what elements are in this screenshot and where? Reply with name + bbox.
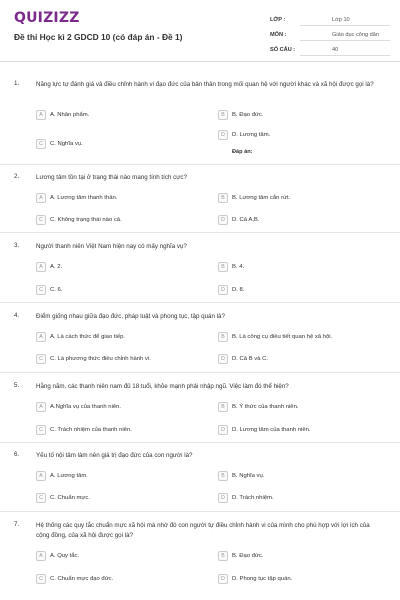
option-b[interactable] bbox=[218, 193, 290, 203]
option-letter-box: A bbox=[36, 262, 46, 272]
option-letter-box: B bbox=[218, 471, 228, 481]
option-c[interactable] bbox=[36, 215, 122, 225]
option-text: A. Là cách thức để giao tiếp. bbox=[50, 334, 126, 340]
meta-key: MÔN : bbox=[270, 31, 287, 38]
option-letter-box: D bbox=[218, 285, 228, 295]
question-number: 3. bbox=[14, 242, 20, 249]
option-text: B. Lương tâm cắn rứt. bbox=[232, 195, 291, 201]
divider bbox=[0, 164, 400, 165]
question-text: Hằng năm, các thanh niên nam đủ 18 tuổi, khỏe mạnh phải nhập ngũ. Việc làm đó thể hiện? bbox=[36, 383, 289, 390]
option-letter-box: A bbox=[36, 332, 46, 342]
option-letter-box: A bbox=[36, 551, 46, 561]
question-text: Năng lực tự đánh giá và điều chỉnh hành vi đạo đức của bản thân trong mối quan hệ với người khác và xã hội được gọi là? bbox=[36, 81, 374, 88]
question-text: Người thanh niên Việt Nam hiện nay có mấy nghĩa vụ? bbox=[36, 243, 187, 250]
option-text: D. Cả B và C. bbox=[232, 356, 269, 362]
option-d[interactable] bbox=[218, 574, 292, 584]
option-text: B. Nghĩa vụ. bbox=[232, 473, 265, 479]
question-number: 4. bbox=[14, 312, 20, 319]
option-letter-box: B bbox=[218, 262, 228, 272]
option-text: A. Lương tâm thanh thản. bbox=[50, 195, 118, 201]
question-number: 1. bbox=[14, 80, 20, 87]
option-text: A. Lương tâm. bbox=[50, 473, 88, 479]
option-text: C. Nghĩa vụ. bbox=[50, 141, 83, 147]
option-text: A. Quy tắc. bbox=[50, 553, 80, 559]
meta-key: LỚP : bbox=[270, 16, 286, 23]
meta-value: Giáo dục công dân bbox=[300, 29, 390, 41]
option-letter-box: C bbox=[36, 354, 46, 364]
option-text: A.Nghĩa vụ của thanh niên. bbox=[50, 404, 122, 410]
option-c[interactable] bbox=[36, 425, 132, 435]
option-a[interactable] bbox=[36, 262, 62, 272]
meta-key: SỐ CÂU : bbox=[270, 46, 296, 53]
option-letter-box: D bbox=[218, 425, 228, 435]
option-text: B. Là công cụ điều tiết quan hệ xã hội. bbox=[232, 334, 333, 340]
option-text: C. 6. bbox=[50, 287, 63, 293]
meta-info bbox=[270, 12, 390, 57]
answer-label: Đáp án: bbox=[232, 149, 253, 155]
option-b[interactable] bbox=[218, 110, 263, 120]
option-c[interactable] bbox=[36, 354, 151, 364]
option-b[interactable] bbox=[218, 471, 264, 481]
option-text: C. Là phương thức điều chỉnh hành vi. bbox=[50, 356, 151, 362]
option-letter-box: D bbox=[218, 354, 228, 364]
option-a[interactable] bbox=[36, 402, 121, 412]
option-letter-box: B bbox=[218, 110, 228, 120]
option-text: C. Chuẩn mực. bbox=[50, 495, 90, 501]
option-b[interactable] bbox=[218, 551, 263, 561]
option-letter-box: A bbox=[36, 110, 46, 120]
option-d[interactable] bbox=[218, 425, 311, 435]
option-letter-box: A bbox=[36, 193, 46, 203]
question-number: 2. bbox=[14, 173, 20, 180]
option-a[interactable] bbox=[36, 193, 117, 203]
option-text: C. Trách nhiệm của thanh niên. bbox=[50, 427, 132, 433]
option-c[interactable] bbox=[36, 493, 90, 503]
option-text: D. Trách nhiệm. bbox=[232, 495, 274, 501]
option-text: D. Cả A,B. bbox=[232, 217, 260, 223]
option-text: B. Đạo đức. bbox=[232, 112, 264, 118]
question-text: Hệ thống các quy tắc chuẩn mực xã hội mà nhờ đó con người tự điều chỉnh hành vi của mình cho phù hợp với lợi ích của cộng đồng, của xã hội được gọi là? bbox=[36, 522, 370, 539]
option-letter-box: C bbox=[36, 425, 46, 435]
option-letter-box: B bbox=[218, 551, 228, 561]
option-text: B. 4. bbox=[232, 264, 245, 270]
option-letter-box: C bbox=[36, 215, 46, 225]
option-letter-box: C bbox=[36, 139, 46, 149]
option-c[interactable] bbox=[36, 574, 113, 584]
option-d[interactable] bbox=[218, 493, 274, 503]
option-a[interactable] bbox=[36, 471, 88, 481]
meta-row-subject bbox=[270, 27, 390, 42]
option-text: C. Không trạng thái nào cả. bbox=[50, 217, 122, 223]
option-b[interactable] bbox=[218, 262, 244, 272]
option-c[interactable] bbox=[36, 285, 62, 295]
option-letter-box: B bbox=[218, 332, 228, 342]
question-text: Điểm giống nhau giữa đạo đức, pháp luật và phong tục, tập quán là? bbox=[36, 313, 225, 320]
option-letter-box: C bbox=[36, 574, 46, 584]
meta-row-count bbox=[270, 42, 390, 57]
option-a[interactable] bbox=[36, 332, 125, 342]
option-a[interactable] bbox=[36, 110, 89, 120]
option-letter-box: A bbox=[36, 471, 46, 481]
option-b[interactable] bbox=[218, 402, 299, 412]
option-letter-box: A bbox=[36, 402, 46, 412]
option-letter-box: D bbox=[218, 215, 228, 225]
page-title: Đề thi Học kì 2 GDCD 10 (có đáp án - Đề 1) bbox=[14, 32, 183, 42]
meta-value: Lớp 10 bbox=[300, 14, 390, 26]
option-letter-box: D bbox=[218, 493, 228, 503]
option-text: B. Đạo đức. bbox=[232, 553, 264, 559]
quizizz-logo: QUIZIZZ bbox=[14, 10, 80, 26]
option-text: A. Nhân phẩm. bbox=[50, 112, 90, 118]
document-header bbox=[0, 0, 400, 62]
divider bbox=[0, 372, 400, 373]
option-letter-box: B bbox=[218, 402, 228, 412]
option-text: B. Ý thức của thanh niên. bbox=[232, 404, 299, 410]
option-text: A. 2. bbox=[50, 264, 63, 270]
option-d[interactable] bbox=[218, 215, 260, 225]
divider bbox=[0, 302, 400, 303]
option-a[interactable] bbox=[36, 551, 79, 561]
divider bbox=[0, 232, 400, 233]
option-d[interactable] bbox=[218, 130, 270, 140]
meta-row-class bbox=[270, 12, 390, 27]
option-text: C. Chuẩn mực đạo đức. bbox=[50, 576, 114, 582]
option-letter-box: C bbox=[36, 493, 46, 503]
option-letter-box: C bbox=[36, 285, 46, 295]
option-b[interactable] bbox=[218, 332, 332, 342]
option-d[interactable] bbox=[218, 285, 244, 295]
option-c[interactable] bbox=[36, 139, 83, 149]
divider bbox=[0, 442, 400, 443]
option-text: D. 8. bbox=[232, 287, 245, 293]
divider bbox=[0, 511, 400, 512]
question-text: Yếu tố nội tâm làm nên giá trị đạo đức của con người là? bbox=[36, 452, 193, 459]
option-text: D. Lương tâm của thanh niên. bbox=[232, 427, 311, 433]
question-number: 6. bbox=[14, 451, 20, 458]
meta-value: 40 bbox=[300, 44, 390, 56]
option-d[interactable] bbox=[218, 354, 268, 364]
question-text: Lương tâm tồn tại ở trạng thái nào mang tính tích cực? bbox=[36, 174, 187, 181]
question-number: 7. bbox=[14, 521, 20, 528]
option-letter-box: D bbox=[218, 130, 228, 140]
question-number: 5. bbox=[14, 382, 20, 389]
option-text: D. Phong tục tập quán. bbox=[232, 576, 293, 582]
option-letter-box: B bbox=[218, 193, 228, 203]
option-text: D. Lương tâm. bbox=[232, 132, 271, 138]
option-letter-box: D bbox=[218, 574, 228, 584]
